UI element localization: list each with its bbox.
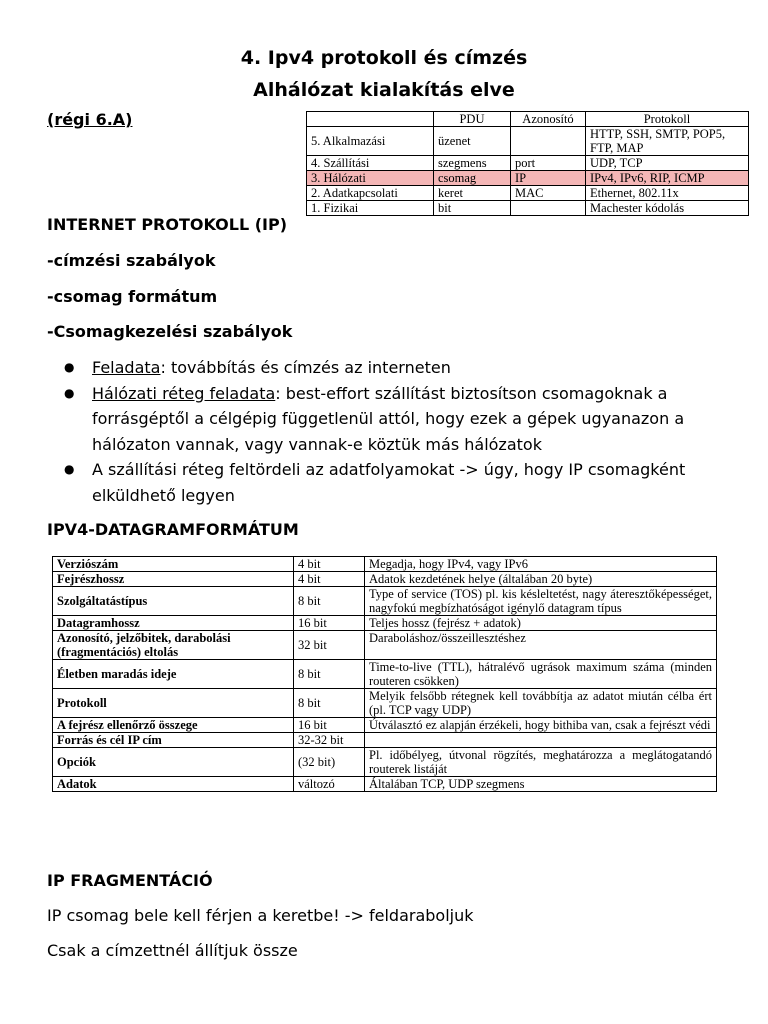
table-cell: üzenet (434, 127, 511, 156)
field-name: Életben maradás ideje (53, 660, 294, 689)
table-cell: csomag (434, 171, 511, 186)
field-description: Útválasztó ez alapján érzékeli, hogy bithiba van, csak a fejrészt védi (365, 718, 717, 733)
table-row (53, 616, 717, 631)
table-cell (511, 127, 586, 156)
field-description: Teljes hossz (fejrész + adatok) (365, 616, 717, 631)
field-description: Pl. időbélyeg, útvonal rögzítés, meghatározza a meglátogatandó routerek listáját (365, 748, 717, 777)
table-header-row (307, 112, 749, 127)
field-description: Time-to-live (TTL), hátralévő ugrások maximum száma (minden routeren csökken) (365, 660, 717, 689)
table-row (53, 660, 717, 689)
table-cell (511, 201, 586, 216)
table-row (53, 557, 717, 572)
table-row-highlighted (307, 171, 749, 186)
field-name: Forrás és cél IP cím (53, 733, 294, 748)
field-description: Adatok kezdetének helye (általában 20 byte) (365, 572, 717, 587)
table-cell: keret (434, 186, 511, 201)
table-cell: HTTP, SSH, SMTP, POP5, FTP, MAP (586, 127, 749, 156)
bullet-text: A szállítási réteg feltördeli az adatfolyamokat -> úgy, hogy IP csomagként elküldhető legyen (92, 460, 686, 505)
field-size: 4 bit (294, 557, 365, 572)
table-cell: bit (434, 201, 511, 216)
table-row (53, 733, 717, 748)
field-description: Megadja, hogy IPv4, vagy IPv6 (365, 557, 717, 572)
field-name: Datagramhossz (53, 616, 294, 631)
table-cell (307, 112, 434, 127)
table-cell: szegmens (434, 156, 511, 171)
field-description (365, 733, 717, 748)
field-description: Type of service (TOS) pl. kis késleltetést, nagy áteresztőképességet, nagyfokú megbízhatóságot igénylő datagram típus (365, 587, 717, 616)
fragmentation-line: Csak a címzettnél állítjuk össze (47, 941, 298, 960)
field-name: A fejrész ellenőrző összege (53, 718, 294, 733)
bullet-label: Hálózati réteg feladata (92, 383, 276, 403)
ipv4-heading: IPV4-DATAGRAMFORMÁTUM (47, 520, 299, 539)
field-name: Adatok (53, 777, 294, 792)
field-size: (32 bit) (294, 748, 365, 777)
field-name: Protokoll (53, 689, 294, 718)
bullet-list (64, 355, 724, 508)
field-size: 16 bit (294, 718, 365, 733)
field-description: Általában TCP, UDP szegmens (365, 777, 717, 792)
table-header-cell: PDU (434, 112, 511, 127)
ip-heading: INTERNET PROTOKOLL (IP) (47, 215, 288, 234)
ipv4-datagram-table (52, 556, 717, 792)
table-header-cell: Azonosító (511, 112, 586, 127)
bullet-text: : továbbítás és címzés az interneten (160, 358, 451, 377)
field-name: Fejrészhossz (53, 572, 294, 587)
table-row (53, 587, 717, 616)
field-size: változó (294, 777, 365, 792)
field-name: Szolgáltatástípus (53, 587, 294, 616)
page-subtitle: Alhálózat kialakítás elve (253, 79, 515, 101)
field-size: 16 bit (294, 616, 365, 631)
field-name: Opciók (53, 748, 294, 777)
table-row (307, 156, 749, 171)
bullet-label: Feladata (92, 358, 161, 377)
table-cell: 4. Szállítási (307, 156, 434, 171)
table-row (53, 572, 717, 587)
table-cell: UDP, TCP (586, 156, 749, 171)
field-description: Daraboláshoz/összeillesztéshez (365, 631, 717, 660)
table-row (53, 689, 717, 718)
old-topic-reference: (régi 6.A) (47, 110, 133, 129)
table-row (307, 127, 749, 156)
table-cell: IPv4, IPv6, RIP, ICMP (586, 171, 749, 186)
table-header-cell: Protokoll (586, 112, 749, 127)
field-size: 4 bit (294, 572, 365, 587)
field-size: 8 bit (294, 660, 365, 689)
table-cell: Machester kódolás (586, 201, 749, 216)
osi-layer-table (306, 111, 749, 216)
table-cell: 1. Fizikai (307, 201, 434, 216)
table-cell: 2. Adatkapcsolati (307, 186, 434, 201)
list-item (64, 355, 724, 381)
table-cell: MAC (511, 186, 586, 201)
table-row (307, 201, 749, 216)
field-size: 8 bit (294, 689, 365, 718)
rule-item: -csomag formátum (47, 287, 218, 306)
table-cell: port (511, 156, 586, 171)
field-size: 32 bit (294, 631, 365, 660)
table-cell: 3. Hálózati (307, 171, 434, 186)
table-row (53, 718, 717, 733)
table-row (53, 777, 717, 792)
table-row (307, 186, 749, 201)
field-name: Azonosító, jelzőbitek, darabolási (fragmentációs) eltolás (53, 631, 294, 660)
list-item (64, 381, 724, 458)
list-item (64, 457, 724, 508)
field-name: Verziószám (53, 557, 294, 572)
field-size: 8 bit (294, 587, 365, 616)
page-title: 4. Ipv4 protokoll és címzés (240, 47, 528, 69)
field-size: 32-32 bit (294, 733, 365, 748)
bullet-text: : best-effort szállítást biztosítson csomagoknak a forrásgéptől a célgépig függetlenül attól, hogy ezek a gépek ugyanazon a hálózaton vannak, vagy vannak-e köztük más hálózatok (92, 383, 685, 454)
table-cell: IP (511, 171, 586, 186)
rule-item: -címzési szabályok (47, 251, 216, 270)
fragmentation-line: IP csomag bele kell férjen a keretbe! -> feldaraboljuk (47, 906, 474, 925)
table-row (53, 748, 717, 777)
field-description: Melyik felsőbb rétegnek kell továbbítja az adatot miután célba ért (pl. TCP vagy UDP) (365, 689, 717, 718)
table-cell: 5. Alkalmazási (307, 127, 434, 156)
fragmentation-heading: IP FRAGMENTÁCIÓ (47, 871, 213, 890)
table-cell: Ethernet, 802.11x (586, 186, 749, 201)
table-row (53, 631, 717, 660)
rule-item: -Csomagkezelési szabályok (47, 322, 293, 341)
